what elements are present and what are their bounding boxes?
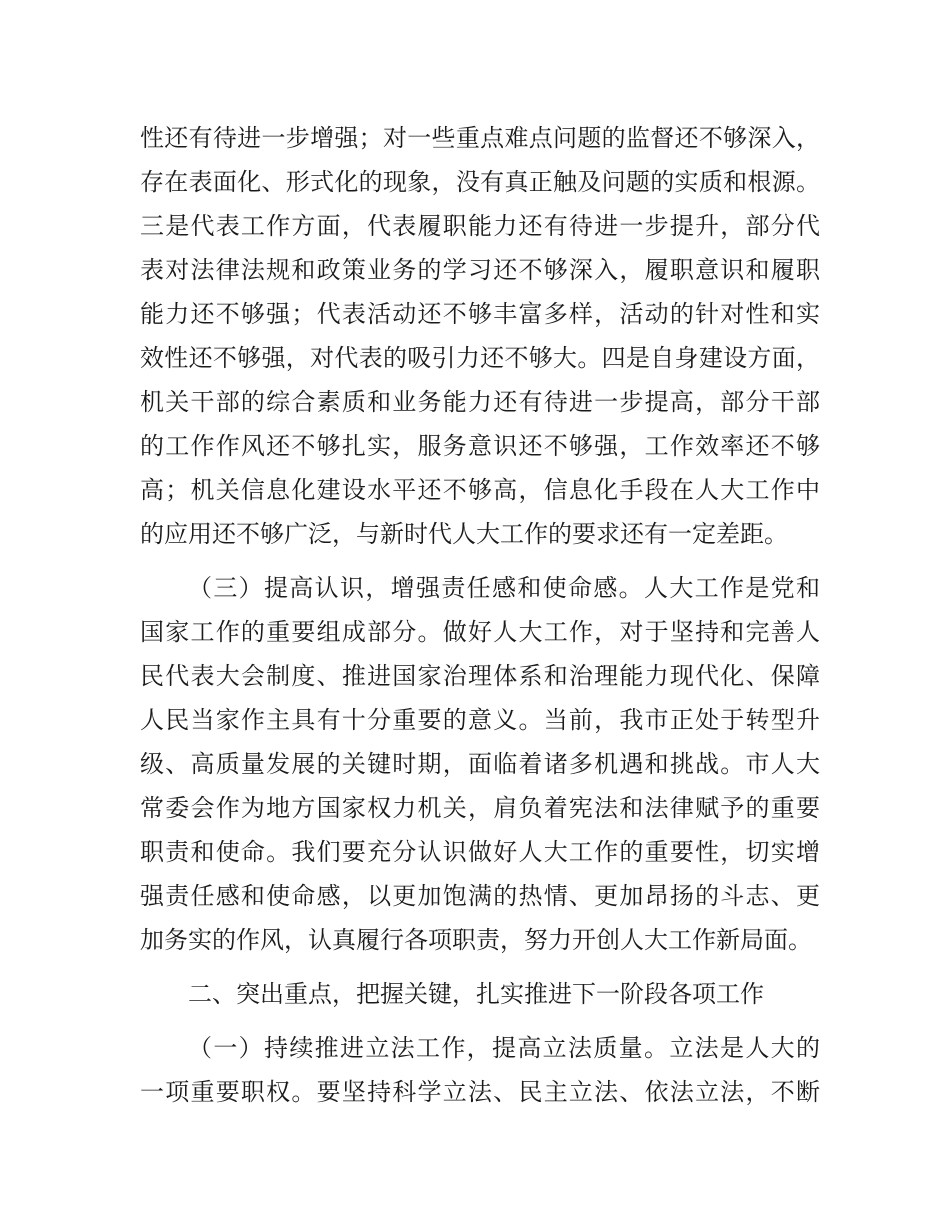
text-line: 强责任感和使命感，以更加饱满的热情、更加昂扬的斗志、更 (140, 882, 820, 910)
paragraph-heading-line: （一）持续推进立法工作，提高立法质量。立法是人大的 (188, 1034, 820, 1062)
text-line: 国家工作的重要组成部分。做好人大工作，对于坚持和完善人 (140, 618, 820, 646)
text-line: 常委会作为地方国家权力机关，肩负着宪法和法律赋予的重要 (140, 794, 820, 822)
text-line: 职责和使命。我们要充分认识做好人大工作的重要性，切实增 (140, 838, 820, 866)
text-line: 的工作作风还不够扎实，服务意识还不够强，工作效率还不够 (140, 432, 820, 460)
text-line: 存在表面化、形式化的现象，没有真正触及问题的实质和根源。 (140, 168, 820, 196)
text-line: 三是代表工作方面，代表履职能力还有待进一步提升，部分代 (140, 212, 820, 240)
text-line: 人民当家作主具有十分重要的意义。当前，我市正处于转型升 (140, 706, 820, 734)
text-line: 机关干部的综合素质和业务能力还有待进一步提高，部分干部 (140, 388, 820, 416)
text-line: 加务实的作风，认真履行各项职责，努力开创人大工作新局面。 (140, 926, 812, 954)
paragraph-heading-line: （三）提高认识，增强责任感和使命感。人大工作是党和 (188, 574, 820, 602)
text-line: 一项重要职权。要坚持科学立法、民主立法、依法立法，不断 (140, 1078, 820, 1106)
section-heading: 二、突出重点，把握关键，扎实推进下一阶段各项工作 (188, 980, 764, 1008)
text-line: 性还有待进一步增强；对一些重点难点问题的监督还不够深入， (140, 124, 820, 152)
text-line: 能力还不够强；代表活动还不够丰富多样，活动的针对性和实 (140, 300, 820, 328)
text-line: 效性还不够强，对代表的吸引力还不够大。四是自身建设方面， (140, 344, 820, 372)
text-line: 的应用还不够广泛，与新时代人大工作的要求还有一定差距。 (140, 520, 788, 548)
text-line: 表对法律法规和政策业务的学习还不够深入，履职意识和履职 (140, 256, 820, 284)
text-line: 民代表大会制度、推进国家治理体系和治理能力现代化、保障 (140, 662, 820, 690)
text-line: 高；机关信息化建设水平还不够高，信息化手段在人大工作中 (140, 476, 820, 504)
text-line: 级、高质量发展的关键时期，面临着诸多机遇和挑战。市人大 (140, 750, 820, 778)
body-text (140, 116, 820, 1114)
